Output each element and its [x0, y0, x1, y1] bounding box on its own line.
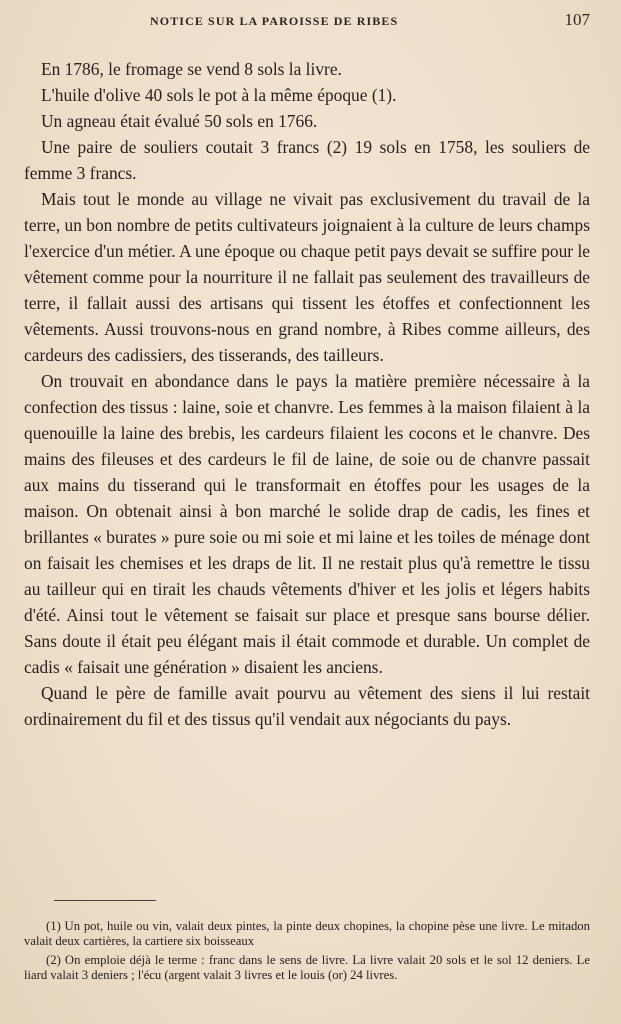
paragraph-lamb-price: Un agneau était évalué 50 sols en 1766. [41, 111, 318, 131]
footnote-2: (2) On emploie déjà le terme : franc dans le sens de livre. La livre valait 20 sols et le sol 12 deniers. Le liard valait 3 deniers ; l'écu (argent valait 3 livres et le louis (or) 24 livres. [24, 953, 590, 982]
footnote-divider [54, 900, 156, 901]
paragraph-olive-oil-price: L'huile d'olive 40 sols le pot à la même époque (1). [41, 85, 397, 105]
body-text [24, 56, 590, 732]
paragraph-raw-materials: On trouvait en abondance dans le pays la matière première nécessaire à la confection des tissus : laine, soie et chanvre. Les femmes à la maison filaient à la quenouille la laine des brebis, les cardeurs filaient les cocons et le chanvre. Des mains des fileuses et des cardeurs le fil de laine, de soie ou de chanvre passait aux mains du tisserand qui le transformait en étoffes pour les usages de la maison. On obtenait ainsi à bon marché le solide drap de cadis, les fines et brillantes « burates » pure soie ou mi soie et mi laine et les toiles de ménage dont on faisait les chemises et les draps de lit. Il ne restait plus qu'à remettre le tissu au tailleur qui en tirait les chauds vêtements d'hiver et les jolis et légers habits d'été. Ainsi tout le vêtement se faisait sur place et presque sans bourse délier. Sans doute il était peu élégant mais il était commode et durable. Un complet de cadis « faisait une génération » disaient les anciens. [24, 371, 590, 677]
paragraph-village-trades: Mais tout le monde au village ne vivait pas exclusivement du travail de la terre, un bon nombre de petits cultivateurs joignaient à la culture de leurs champs l'exercice d'un métier. A une époque ou chaque petit pays devait se suffire pour le vêtement comme pour la nourriture il ne fallait pas seulement des travailleurs de terre, il fallait aussi des artisans qui tissent les étoffes et confectionnent les vêtements. Aussi trouvons-nous en grand nombre, à Ribes comme ailleurs, des cardeurs des cadissiers, des tisserands, des tailleurs. [24, 189, 590, 365]
paragraph-cheese-price: En 1786, le fromage se vend 8 sols la livre. [41, 59, 342, 79]
running-title: NOTICE SUR LA PAROISSE DE RIBES [150, 14, 399, 28]
book-page [24, 0, 590, 1024]
footnotes [24, 919, 590, 987]
running-header [24, 10, 590, 36]
paragraph-shoes-price: Une paire de souliers coutait 3 francs (2) 19 sols en 1758, les souliers de femme 3 francs. [24, 137, 590, 183]
footnote-1: (1) Un pot, huile ou vin, valait deux pintes, la pinte deux chopines, la chopine pèse une livre. Le mitadon valait deux cartières, la cartiere six boisseaux [24, 919, 590, 948]
paragraph-surplus-sales: Quand le père de famille avait pourvu au vêtement des siens il lui restait ordinairement du fil et des tissus qu'il vendait aux négociants du pays. [24, 683, 590, 729]
page-number: 107 [564, 10, 590, 29]
